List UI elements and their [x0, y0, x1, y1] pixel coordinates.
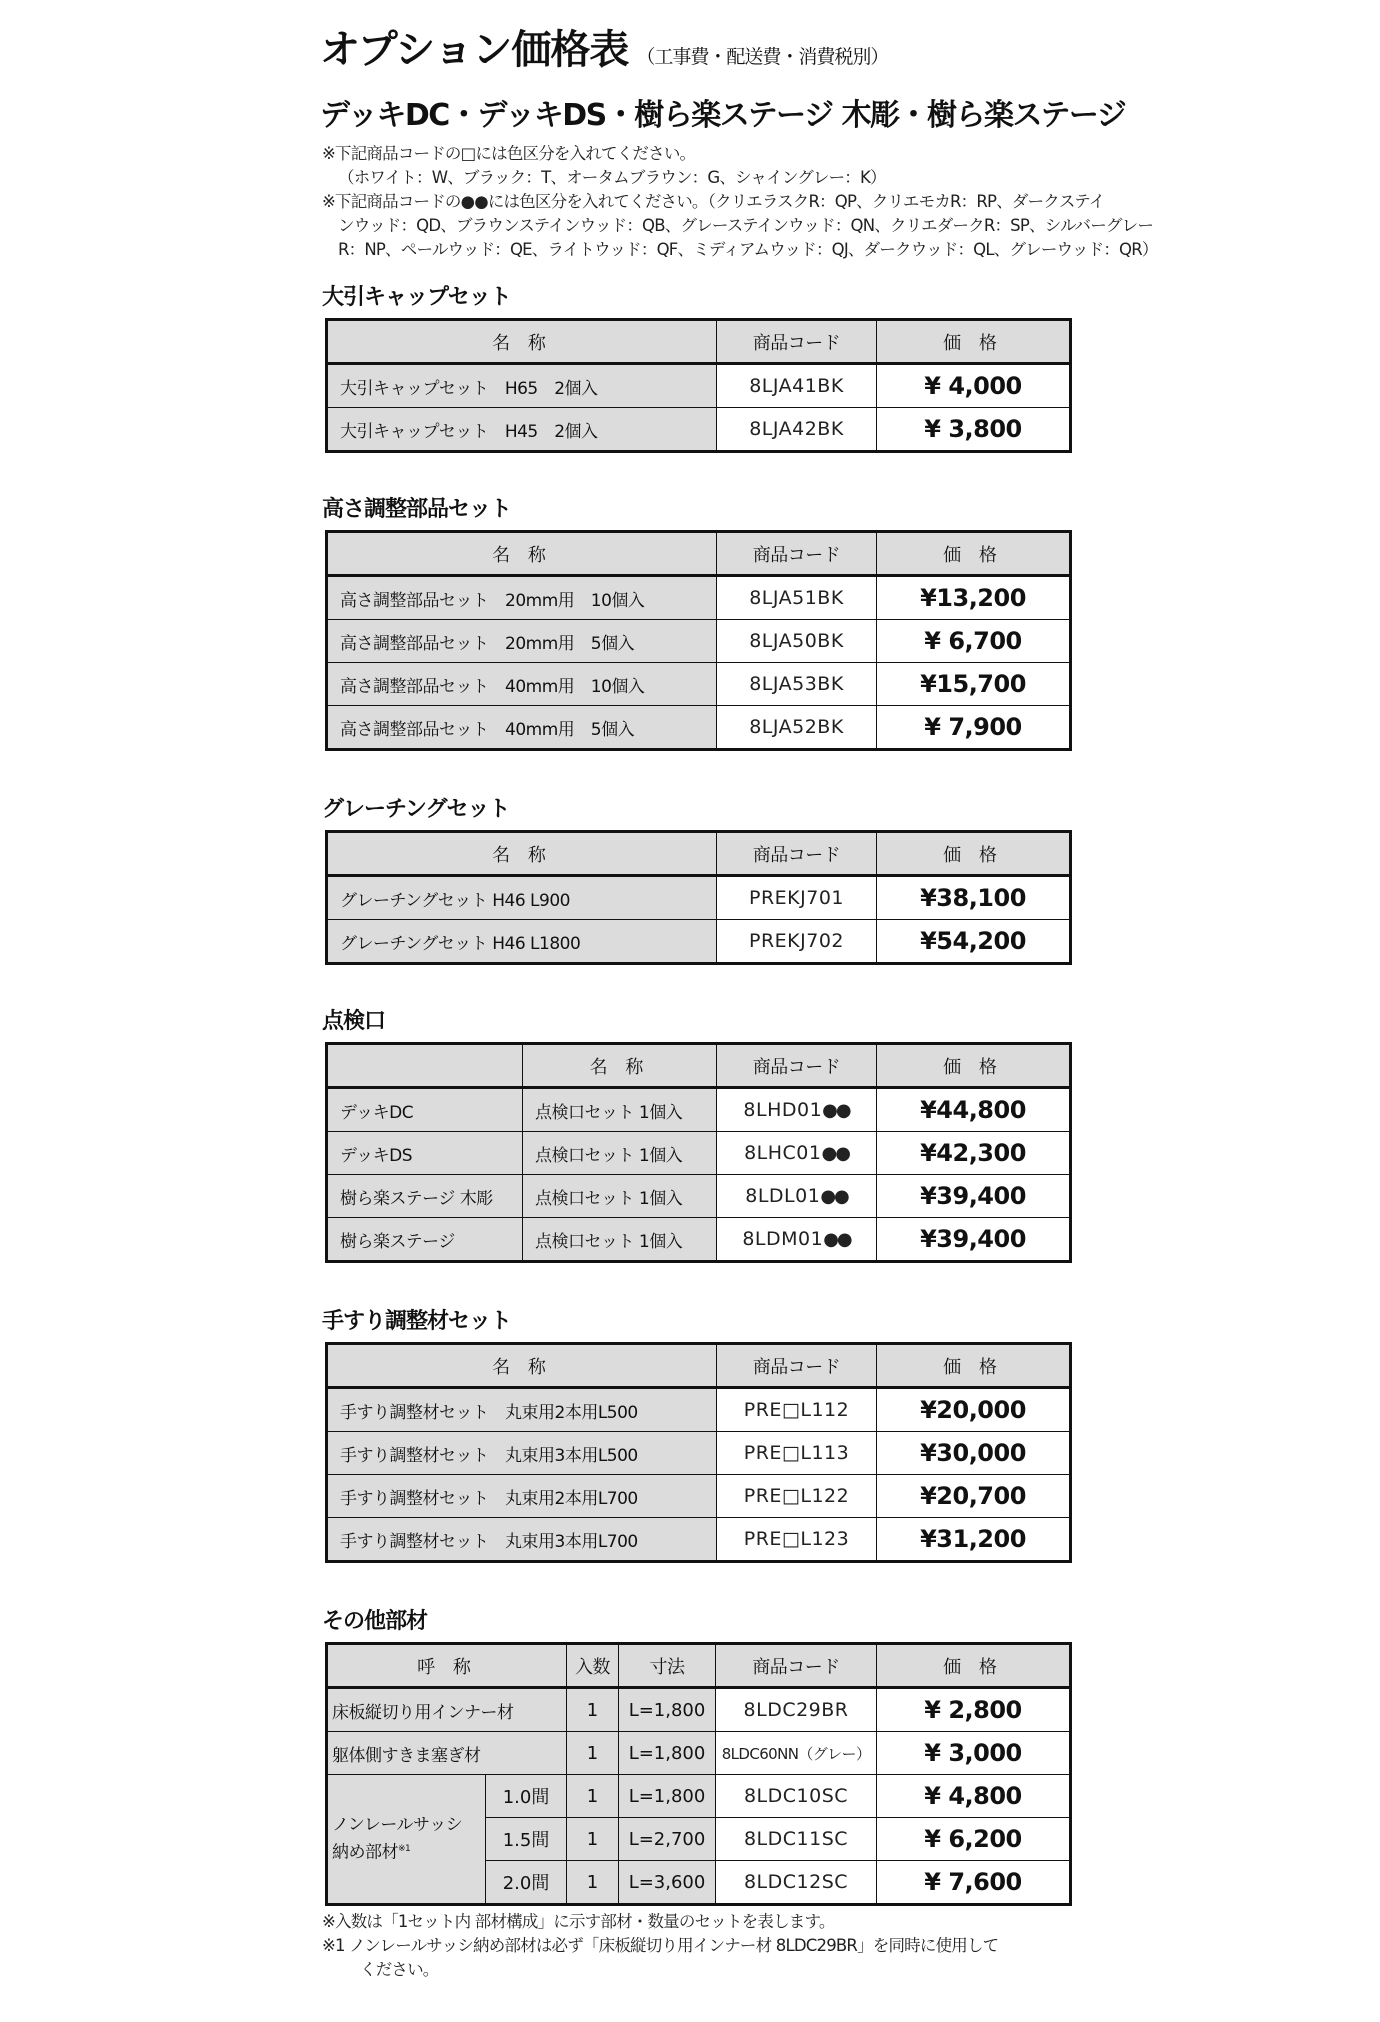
col-header-code: 商品コード: [717, 1344, 877, 1388]
item-dim: L=1,800: [619, 1775, 716, 1818]
item-code: 8LDC60NN（グレー）: [716, 1732, 877, 1775]
col-header-code: 商品コード: [717, 320, 877, 364]
table-row: [327, 1218, 1071, 1262]
section-title-other-parts: その他部材: [322, 1609, 428, 1634]
item-name: 手すり調整材セット 丸束用3本用L700: [327, 1518, 717, 1562]
group-name-nonrail-sash: [327, 1775, 486, 1905]
item-size: 1.5間: [486, 1818, 567, 1861]
group-name-line: [332, 1837, 485, 1865]
item-price: ¥54,200: [877, 920, 1071, 964]
item-dim: L=3,600: [619, 1861, 716, 1905]
col-header-code: 商品コード: [717, 832, 877, 876]
item-code: PREKJ701: [717, 876, 877, 920]
title-note: （工事費・配送費・消費税別）: [636, 46, 889, 68]
code-base: 8LDM01: [742, 1228, 824, 1250]
color-placeholder-dots: ●●: [822, 1100, 850, 1121]
product-name: デッキDC: [327, 1088, 523, 1132]
table-row: [327, 663, 1071, 706]
item-name: 高さ調整部品セット 20mm用 5個入: [327, 620, 717, 663]
group-name-line: ノンレールサッシ: [332, 1815, 463, 1836]
note-line: ンウッド：QD、ブラウンステインウッド：QB、グレーステインウッド：QN、クリエダークR：SP、シルバーグレー: [338, 216, 1154, 235]
col-header-price: 価 格: [877, 320, 1071, 364]
table-row: [327, 576, 1071, 620]
item-name: 点検口セット 1個入: [523, 1088, 717, 1132]
footnote-line: ください。: [360, 1960, 439, 1979]
item-dim: L=1,800: [619, 1732, 716, 1775]
item-name: 大引キャップセット H65 2個入: [327, 364, 717, 408]
item-price: ¥13,200: [877, 576, 1071, 620]
item-price: ¥38,100: [877, 876, 1071, 920]
item-qty: 1: [567, 1732, 619, 1775]
code-base: 8LHD01: [743, 1099, 823, 1121]
item-code: 8LDC12SC: [716, 1861, 877, 1905]
item-name: 大引キャップセット H45 2個入: [327, 408, 717, 452]
item-code: PRE□L112: [717, 1388, 877, 1432]
note-line: R：NP、ペールウッド：QE、ライトウッド：QF、ミディアムウッド：QJ、ダークウッド：QL、グレーウッド：QR）: [338, 240, 1158, 259]
table-row: [327, 1132, 1071, 1175]
item-size: 2.0間: [486, 1861, 567, 1905]
footnote-line: ※1 ノンレールサッシ納め部材は必ず「床板縦切り用インナー材 8LDC29BR」を同時に使用して: [322, 1936, 999, 1955]
code-base: 8LDL01: [745, 1185, 821, 1207]
item-price: ¥ 4,800: [877, 1775, 1071, 1818]
page-subtitle: デッキDC・デッキDS・樹ら楽ステージ 木彫・樹ら楽ステージ: [320, 98, 1126, 133]
note-line: ※下記商品コードの●●には色区分を入れてください。（クリエラスクR：QP、クリエモカR：RP、ダークステイ: [322, 192, 1105, 211]
item-code: 8LDC10SC: [716, 1775, 877, 1818]
table-row: [327, 620, 1071, 663]
col-header-price: 価 格: [877, 1344, 1071, 1388]
item-code: [717, 1088, 877, 1132]
table-row: [327, 1432, 1071, 1475]
item-price: ¥ 6,200: [877, 1818, 1071, 1861]
table-row: [327, 876, 1071, 920]
table-row: [327, 920, 1071, 964]
item-name: 点検口セット 1個入: [523, 1218, 717, 1262]
item-price: ¥30,000: [877, 1432, 1071, 1475]
table-beam-cap: [325, 318, 1072, 453]
item-dim: L=2,700: [619, 1818, 716, 1861]
item-code: 8LDC11SC: [716, 1818, 877, 1861]
item-price: ¥39,400: [877, 1175, 1071, 1218]
item-price: ¥ 7,600: [877, 1861, 1071, 1905]
product-name: 樹ら楽ステージ 木彫: [327, 1175, 523, 1218]
item-code: 8LJA52BK: [717, 706, 877, 750]
table-row: [327, 364, 1071, 408]
col-header-dim: 寸法: [619, 1644, 716, 1688]
table-row: [327, 1775, 1071, 1818]
item-code: [717, 1175, 877, 1218]
title-text: オプション価格表: [320, 27, 629, 73]
item-price: ¥15,700: [877, 663, 1071, 706]
note-line: （ホワイト：W、ブラック：T、オータムブラウン：G、シャイングレー：K）: [338, 168, 886, 187]
item-name: 手すり調整材セット 丸束用2本用L500: [327, 1388, 717, 1432]
col-header-name: 名 称: [327, 1344, 717, 1388]
item-qty: 1: [567, 1688, 619, 1732]
color-placeholder-dots: ●●: [821, 1143, 849, 1164]
section-title-grating: グレーチングセット: [322, 797, 510, 822]
col-header-name: 名 称: [523, 1044, 717, 1088]
col-header-qty: 入数: [567, 1644, 619, 1688]
col-header-price: 価 格: [877, 1644, 1071, 1688]
group-name-text: 納め部材: [332, 1842, 398, 1863]
item-code: [717, 1132, 877, 1175]
item-code: 8LDC29BR: [716, 1688, 877, 1732]
col-header-price: 価 格: [877, 1044, 1071, 1088]
item-name: 点検口セット 1個入: [523, 1175, 717, 1218]
footnotes: [322, 1910, 1082, 1982]
item-code: PREKJ702: [717, 920, 877, 964]
col-header-name: 名 称: [327, 532, 717, 576]
item-price: ¥ 4,000: [877, 364, 1071, 408]
table-row: [327, 1518, 1071, 1562]
item-price: ¥20,000: [877, 1388, 1071, 1432]
table-row: [327, 1175, 1071, 1218]
table-inspection-port: [325, 1042, 1072, 1263]
col-header-product: [327, 1044, 523, 1088]
table-row: [327, 1732, 1071, 1775]
item-price: ¥ 7,900: [877, 706, 1071, 750]
item-price: ¥ 2,800: [877, 1688, 1071, 1732]
item-code: 8LJA53BK: [717, 663, 877, 706]
product-name: 樹ら楽ステージ: [327, 1218, 523, 1262]
item-code: PRE□L122: [717, 1475, 877, 1518]
col-header-call-name: 呼 称: [327, 1644, 567, 1688]
color-code-notes: [322, 142, 1158, 262]
item-code: 8LJA50BK: [717, 620, 877, 663]
item-price: ¥ 3,000: [877, 1732, 1071, 1775]
item-price: ¥44,800: [877, 1088, 1071, 1132]
col-header-price: 価 格: [877, 832, 1071, 876]
table-row: [327, 1688, 1071, 1732]
item-price: ¥31,200: [877, 1518, 1071, 1562]
item-code: [717, 1218, 877, 1262]
col-header-code: 商品コード: [717, 532, 877, 576]
item-code: 8LJA51BK: [717, 576, 877, 620]
item-code: 8LJA41BK: [717, 364, 877, 408]
item-code: PRE□L113: [717, 1432, 877, 1475]
page-title: [320, 18, 888, 75]
table-row: [327, 408, 1071, 452]
item-code: 8LJA42BK: [717, 408, 877, 452]
item-qty: 1: [567, 1775, 619, 1818]
product-name: デッキDS: [327, 1132, 523, 1175]
item-qty: 1: [567, 1861, 619, 1905]
note-line: ※下記商品コードの□には色区分を入れてください。: [322, 144, 696, 163]
table-row: [327, 1088, 1071, 1132]
item-qty: 1: [567, 1818, 619, 1861]
item-price: ¥ 3,800: [877, 408, 1071, 452]
item-price: ¥42,300: [877, 1132, 1071, 1175]
item-name: グレーチングセット H46 L900: [327, 876, 717, 920]
col-header-code: 商品コード: [717, 1044, 877, 1088]
item-price: ¥20,700: [877, 1475, 1071, 1518]
col-header-name: 名 称: [327, 832, 717, 876]
item-name: 高さ調整部品セット 20mm用 10個入: [327, 576, 717, 620]
section-title-handrail-adjust: 手すり調整材セット: [322, 1309, 512, 1334]
item-name: 高さ調整部品セット 40mm用 10個入: [327, 663, 717, 706]
code-base: 8LHC01: [744, 1142, 822, 1164]
item-code: PRE□L123: [717, 1518, 877, 1562]
item-name: 躯体側すきま塞ぎ材: [327, 1732, 567, 1775]
item-price: ¥39,400: [877, 1218, 1071, 1262]
table-row: [327, 1475, 1071, 1518]
table-handrail-adjust: [325, 1342, 1072, 1563]
table-row: [327, 1388, 1071, 1432]
section-title-height-adjust: 高さ調整部品セット: [322, 497, 512, 522]
item-name: 手すり調整材セット 丸束用2本用L700: [327, 1475, 717, 1518]
item-name: 手すり調整材セット 丸束用3本用L500: [327, 1432, 717, 1475]
item-price: ¥ 6,700: [877, 620, 1071, 663]
col-header-price: 価 格: [877, 532, 1071, 576]
table-other-parts: [325, 1642, 1072, 1906]
item-name: グレーチングセット H46 L1800: [327, 920, 717, 964]
table-grating: [325, 830, 1072, 965]
item-name: 床板縦切り用インナー材: [327, 1688, 567, 1732]
item-name: 高さ調整部品セット 40mm用 5個入: [327, 706, 717, 750]
footnote-line: ※入数は「1セット内 部材構成」に示す部材・数量のセットを表します。: [322, 1912, 835, 1931]
item-dim: L=1,800: [619, 1688, 716, 1732]
item-size: 1.0間: [486, 1775, 567, 1818]
color-placeholder-dots: ●●: [823, 1229, 851, 1250]
table-height-adjust: [325, 530, 1072, 751]
footnote-ref: ※1: [398, 1844, 411, 1855]
section-title-beam-cap: 大引キャップセット: [322, 285, 511, 310]
item-name: 点検口セット 1個入: [523, 1132, 717, 1175]
col-header-name: 名 称: [327, 320, 717, 364]
color-placeholder-dots: ●●: [820, 1186, 848, 1207]
section-title-inspection-port: 点検口: [322, 1009, 386, 1034]
col-header-code: 商品コード: [716, 1644, 877, 1688]
table-row: [327, 706, 1071, 750]
